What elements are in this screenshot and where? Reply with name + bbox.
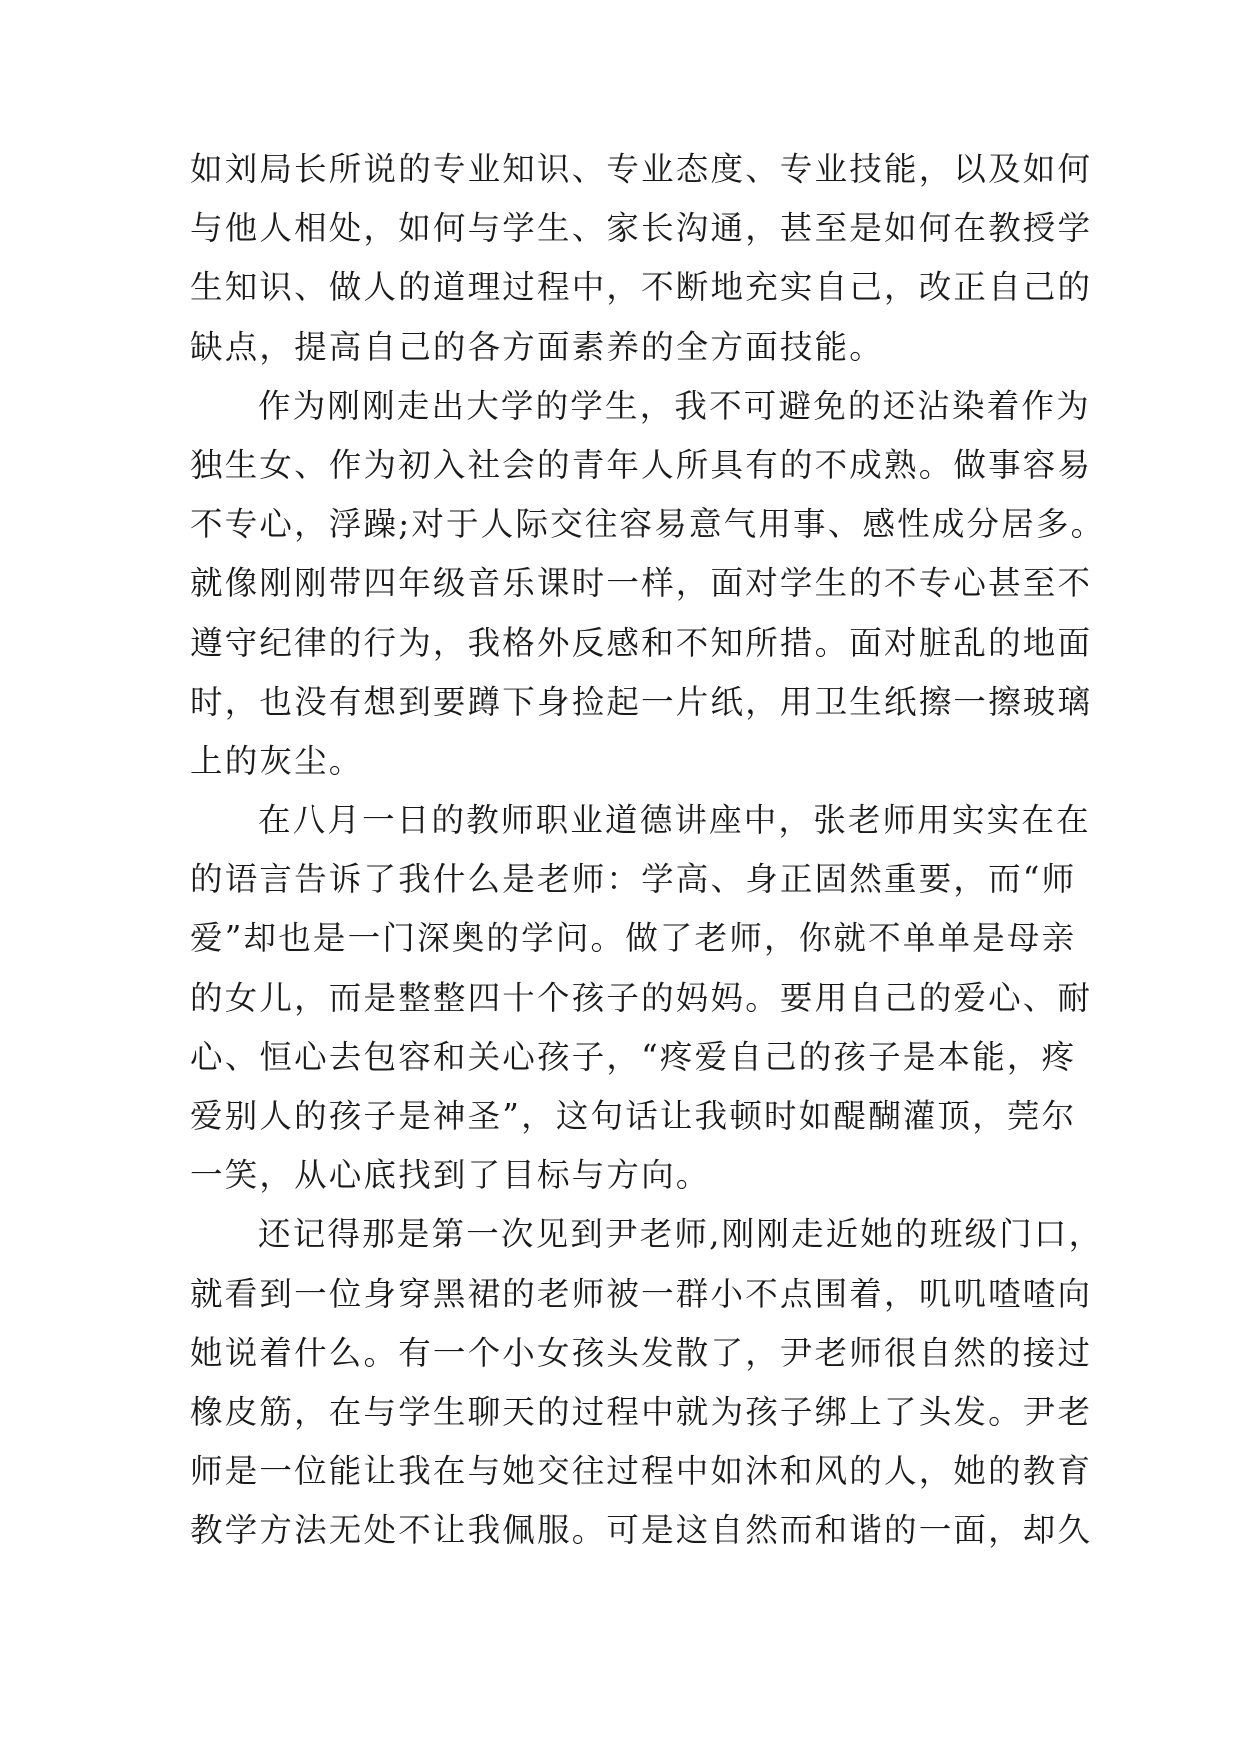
text-line: 缺点，提高自己的各方面素养的全方面技能。 (190, 327, 885, 366)
text-line: 就看到一位身穿黑裙的老师被一群小不点围着，叽叽喳喳向 (190, 1274, 1093, 1313)
text-line: 与他人相处，如何与学生、家长沟通，甚至是如何在教授学 (190, 209, 1093, 248)
text-line: 爱别人的孩子是神圣”，这句话让我顿时如醍醐灌顶，莞尔 (190, 1097, 1077, 1135)
text-line: 时，也没有想到要蹲下身捡起一片纸，用卫生纸擦一擦玻璃 (190, 682, 1093, 721)
body-text (190, 140, 1106, 1561)
text-line: 不专心，浮躁;对于人际交往容易意气用事、感性成分居多。 (190, 505, 1106, 544)
text-line: 师是一位能让我在与她交往过程中如沐和风的人，她的教育 (190, 1452, 1093, 1491)
paragraph-first-line: 在八月一日的教师职业道德讲座中，张老师用实实在在 (258, 801, 1091, 840)
text-line: 的女儿，而是整整四十个孩子的妈妈。要用自己的爱心、耐 (190, 978, 1093, 1017)
text-line: 独生女、作为初入社会的青年人所具有的不成熟。做事容易 (190, 445, 1093, 484)
paragraph-first-line: 还记得那是第一次见到尹老师,刚刚走近她的班级门口， (258, 1215, 1104, 1254)
text-line: 心、恒心去包容和关心孩子，“疼爱自己的孩子是本能，疼 (190, 1037, 1077, 1076)
text-line: 她说着什么。有一个小女孩头发散了，尹老师很自然的接过 (190, 1333, 1093, 1372)
paragraph-first-line: 作为刚刚走出大学的学生，我不可避免的还沾染着作为 (258, 386, 1091, 425)
text-line: 一笑，从心底找到了目标与方向。 (190, 1156, 711, 1195)
text-line: 如刘局长所说的专业知识、专业态度、专业技能，以及如何 (190, 150, 1093, 188)
text-line: 生知识、做人的道理过程中，不断地充实自己，改正自己的 (190, 268, 1093, 307)
text-line: 的语言告诉了我什么是老师：学高、身正固然重要，而“师 (190, 860, 1077, 899)
text-line: 教学方法无处不让我佩服。可是这自然而和谐的一面，却久 (190, 1511, 1093, 1550)
text-line: 遵守纪律的行为，我格外反感和不知所措。面对脏乱的地面 (190, 623, 1093, 662)
text-line: 就像刚刚带四年级音乐课时一样，面对学生的不专心甚至不 (190, 564, 1093, 603)
text-line: 上的灰尘。 (190, 741, 364, 780)
text-line: 橡皮筋，在与学生聊天的过程中就为孩子绑上了头发。尹老 (190, 1392, 1093, 1431)
text-line: 爱”却也是一门深奥的学问。做了老师，你就不单单是母亲 (190, 919, 1077, 958)
